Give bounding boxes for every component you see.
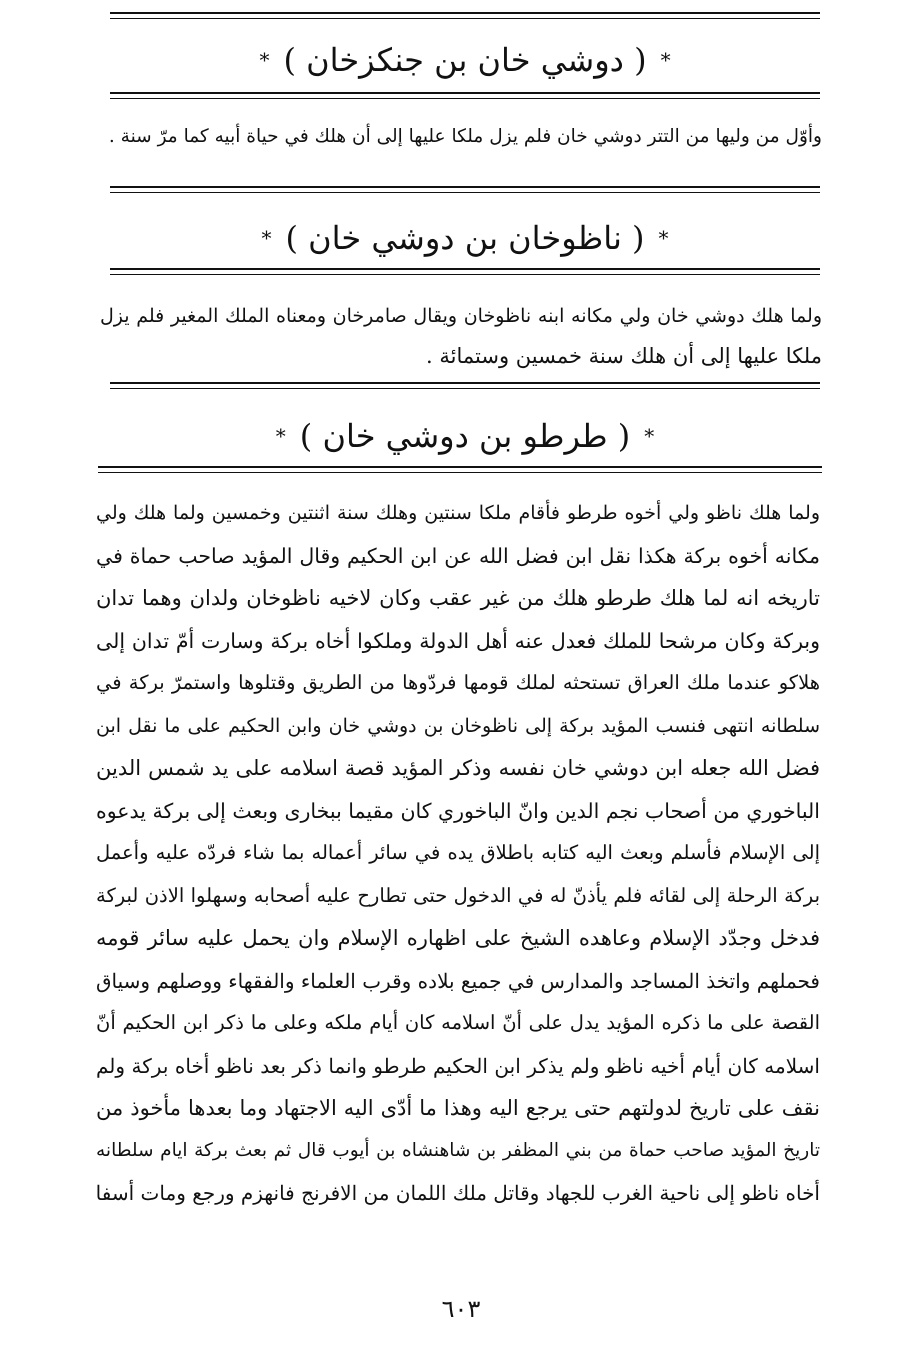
divider-rule xyxy=(98,466,822,473)
text-line: إلى الإسلام فأسلم وبعث اليه كتابه باطلاق يده في سائر أعماله بما شاء فردّه عليه وأعمل xyxy=(96,841,820,864)
text-line: بركة الرحلة إلى لقائه فلم يأذنّ له في الدخول حتى تطارح عليه أصحابه وسهلوا الاذن لبركة xyxy=(96,883,820,907)
star-ornament: * xyxy=(660,48,671,72)
star-ornament: * xyxy=(658,226,669,250)
text-line: مكانه أخوه بركة هكذا نقل ابن فضل الله عن ابن الحكيم وقال المؤيد صاحب حماة في xyxy=(96,543,820,568)
paragraph-1 xyxy=(100,118,822,156)
star-ornament: * xyxy=(275,424,286,448)
star-ornament: * xyxy=(644,424,655,448)
section-heading-2 xyxy=(110,208,820,268)
text-line: اسلامه كان أيام أخيه ناظو ولم يذكر ابن الحكيم طرطو وانما ذكر بعد ناظو أخاه بركة ولم xyxy=(96,1053,820,1078)
divider-rule xyxy=(110,268,820,275)
divider-rule xyxy=(110,186,820,193)
text-line: تاريخه انه لما هلك طرطو هلك من غير عقب وكان لاخيه ناظوخان ولدان وهما تدان xyxy=(96,586,820,610)
text-line: نقف على تاريخ لدولتهم حتى يرجع اليه وهذا ما أدّى اليه الاجتهاد وما بعدها مأخوذ من xyxy=(96,1096,820,1120)
text-line: فدخل وجدّد الإسلام وعاهده الشيخ على اظهاره الإسلام وان يحمل عليه سائر قومه xyxy=(96,926,820,950)
section-heading-3 xyxy=(110,406,820,466)
heading-text: ( ناظوخان بن دوشي خان ) xyxy=(285,219,645,257)
text-line: الباخوري من أصحاب نجم الدين وانّ الباخوري كان مقيما ببخارى وبعث إلى بركة يدعوه xyxy=(96,798,820,823)
heading-text: ( طرطو بن دوشي خان ) xyxy=(299,417,631,455)
text-line: هلاكو عندما ملك العراق تستحثه لملك قومها فردّوها من الطريق وقتلوها واستمرّ بركة في xyxy=(96,671,820,694)
text-line: ملكا عليها إلى أن هلك سنة خمسين وستمائة . xyxy=(426,344,822,368)
text-line: وأوّل من وليها من التتر دوشي خان فلم يزل ملكا عليها إلى أن هلك في حياة أبيه كما مرّ سنة . xyxy=(108,126,822,147)
text-line: فحملهم واتخذ المساجد والمدارس في جميع بلاده وقرب العلماء والفقهاء ووصلهم وسياق xyxy=(96,968,820,993)
star-ornament: * xyxy=(261,226,272,250)
heading-text: ( دوشي خان بن جنكزخان ) xyxy=(283,41,647,79)
star-ornament: * xyxy=(259,48,270,72)
text-line: تاريخ المؤيد صاحب حماة من بني المظفر بن شاهنشاه بن أيوب قال ثم بعث بركة ايام سلطانه xyxy=(96,1139,820,1161)
text-line: سلطانه انتهى فنسب المؤيد بركة إلى ناظوخان بن دوشي خان وابن الحكيم على ما نقل ابن xyxy=(96,714,820,737)
divider-rule xyxy=(110,382,820,389)
top-rule xyxy=(110,12,820,19)
section-heading-1 xyxy=(110,30,820,90)
text-line: ولما هلك ناظو ولي أخوه طرطو فأقام ملكا سنتين وهلك سنة اثنتين وخمسين ولما هلك ولي xyxy=(96,502,820,524)
paragraph-2 xyxy=(100,296,822,376)
paragraph-3 xyxy=(96,492,820,1215)
text-line: القصة على ما ذكره المؤيد يدل على أنّ اسلامه كان أيام ملكه وعلى ما ذكر ابن الحكيم أنّ xyxy=(96,1011,820,1034)
divider-rule xyxy=(110,92,820,99)
text-line: وبركة وكان مرشحا للملك فعدل عنه أهل الدولة وملكوا أخاه بركة وسارت أمّ تدان إلى xyxy=(96,628,820,653)
page-number: ٦٠٣ xyxy=(441,1295,481,1323)
text-line: فضل الله جعله ابن دوشي خان نفسه وذكر المؤيد قصة اسلامه على يد شمس الدين xyxy=(96,756,820,780)
text-line: أخاه ناظو إلى ناحية الغرب للجهاد وقاتل ملك اللمان من الافرنج فانهزم ورجع ومات أسفا xyxy=(96,1181,820,1205)
text-line: ولما هلك دوشي خان ولي مكانه ابنه ناظوخان ويقال صامرخان ومعناه الملك المغير فلم يزل xyxy=(100,305,822,327)
